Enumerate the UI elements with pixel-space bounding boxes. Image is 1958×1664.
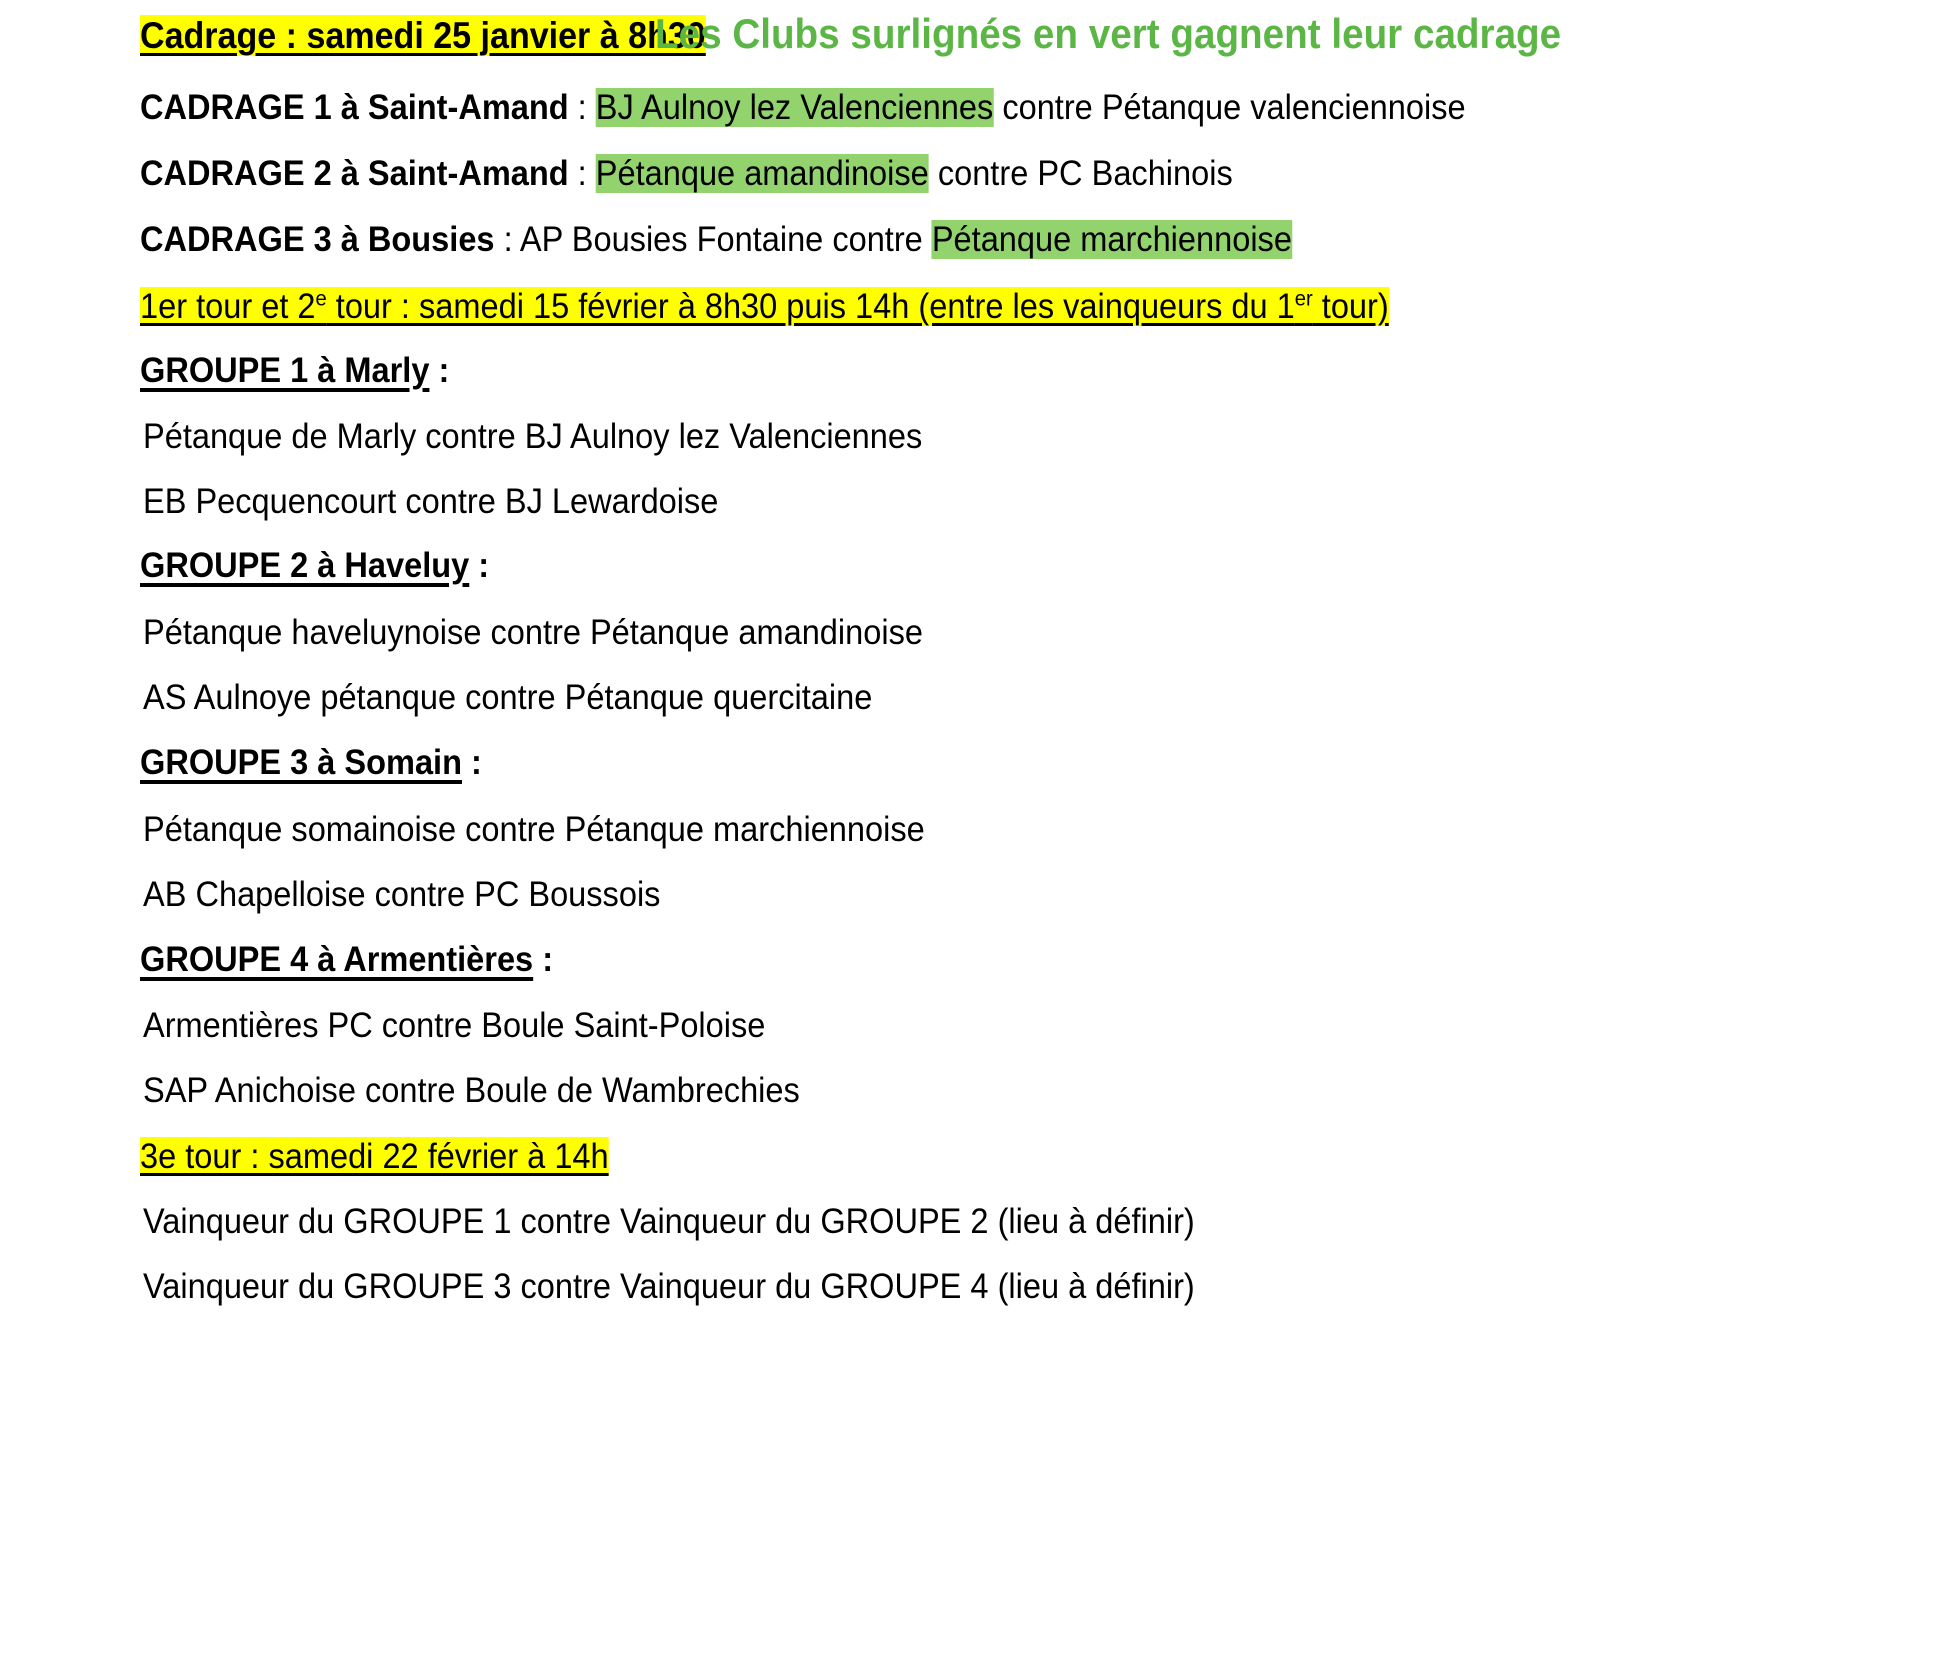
match-row: SAP Anichoise contre Boule de Wambrechies bbox=[143, 1071, 800, 1110]
cadrage-2-vs: contre bbox=[928, 154, 1038, 193]
cadrage-date-badge bbox=[140, 14, 706, 58]
banner-sup-2: er bbox=[1294, 285, 1313, 311]
group-1-colon: : bbox=[429, 351, 450, 390]
cadrage-3-team-a: AP Bousies Fontaine bbox=[519, 220, 824, 259]
match-row: Pétanque de Marly contre BJ Aulnoy lez Valenciennes bbox=[143, 417, 923, 456]
match-row: EB Pecquencourt contre BJ Lewardoise bbox=[143, 482, 719, 521]
banner-part-3: tour) bbox=[1312, 287, 1389, 326]
group-heading-4 bbox=[140, 940, 553, 980]
match-row: Vainqueur du GROUPE 3 contre Vainqueur du GROUPE 4 (lieu à définir) bbox=[143, 1267, 1195, 1306]
cadrage-3-label: CADRAGE 3 à Bousies bbox=[140, 220, 495, 259]
header-row bbox=[140, 0, 1938, 74]
match-row: Pétanque somainoise contre Pétanque marchiennoise bbox=[143, 810, 925, 849]
match-row: Vainqueur du GROUPE 1 contre Vainqueur du GROUPE 2 (lieu à définir) bbox=[143, 1202, 1195, 1241]
banner-sup-1: e bbox=[315, 285, 327, 311]
group-1-title: GROUPE 1 à Marly bbox=[140, 351, 430, 390]
cadrage-1-vs: contre bbox=[993, 88, 1102, 127]
cadrage-1-team-a: BJ Aulnoy lez Valenciennes bbox=[595, 88, 994, 127]
banner-tour-3 bbox=[140, 1136, 609, 1178]
banner-tour-3-text: 3e tour : samedi 22 février à 14h bbox=[140, 1137, 609, 1176]
cadrage-1-team-b: Pétanque valenciennoise bbox=[1101, 88, 1466, 127]
banner-part-1: 1er tour et 2 bbox=[140, 287, 316, 326]
cadrage-1-separator: : bbox=[568, 88, 596, 127]
document-body bbox=[140, 0, 1938, 1306]
green-legend-note: Les Clubs surlignés en vert gagnent leur cadrage bbox=[655, 10, 1562, 57]
cadrage-1-label: CADRAGE 1 à Saint-Amand bbox=[140, 88, 569, 127]
group-3-title: GROUPE 3 à Somain bbox=[140, 743, 462, 782]
banner-part-2: tour : samedi 15 février à 8h30 puis 14h (entre les vainqueurs du 1 bbox=[326, 287, 1295, 326]
group-4-title: GROUPE 4 à Armentières bbox=[140, 940, 534, 979]
cadrage-date-text: Cadrage : samedi 25 janvier à 8h30 bbox=[140, 15, 706, 56]
banner-tour-1-2 bbox=[140, 286, 1389, 328]
group-2-colon: : bbox=[469, 546, 490, 585]
group-2-title: GROUPE 2 à Haveluy bbox=[140, 546, 470, 585]
banner-tour-1-2-text bbox=[140, 287, 1389, 326]
cadrage-3-vs: contre bbox=[823, 220, 932, 259]
group-heading-3 bbox=[140, 743, 482, 783]
group-heading-1 bbox=[140, 351, 449, 391]
cadrage-3-separator: : bbox=[494, 220, 520, 259]
cadrage-row-2 bbox=[140, 154, 1233, 194]
cadrage-2-separator: : bbox=[568, 154, 596, 193]
group-heading-2 bbox=[140, 546, 489, 586]
match-row: AS Aulnoye pétanque contre Pétanque quercitaine bbox=[143, 678, 873, 717]
cadrage-3-team-b: Pétanque marchiennoise bbox=[931, 220, 1292, 259]
cadrage-row-3 bbox=[140, 220, 1292, 260]
group-4-colon: : bbox=[533, 940, 554, 979]
cadrage-2-team-a: Pétanque amandinoise bbox=[595, 154, 929, 193]
group-3-colon: : bbox=[461, 743, 482, 782]
match-row: Armentières PC contre Boule Saint-Poloise bbox=[143, 1006, 766, 1045]
cadrage-row-1 bbox=[140, 88, 1466, 128]
match-row: Pétanque haveluynoise contre Pétanque amandinoise bbox=[143, 613, 923, 652]
cadrage-2-label: CADRAGE 2 à Saint-Amand bbox=[140, 154, 569, 193]
match-row: AB Chapelloise contre PC Boussois bbox=[143, 875, 661, 914]
cadrage-2-team-b: PC Bachinois bbox=[1037, 154, 1233, 193]
